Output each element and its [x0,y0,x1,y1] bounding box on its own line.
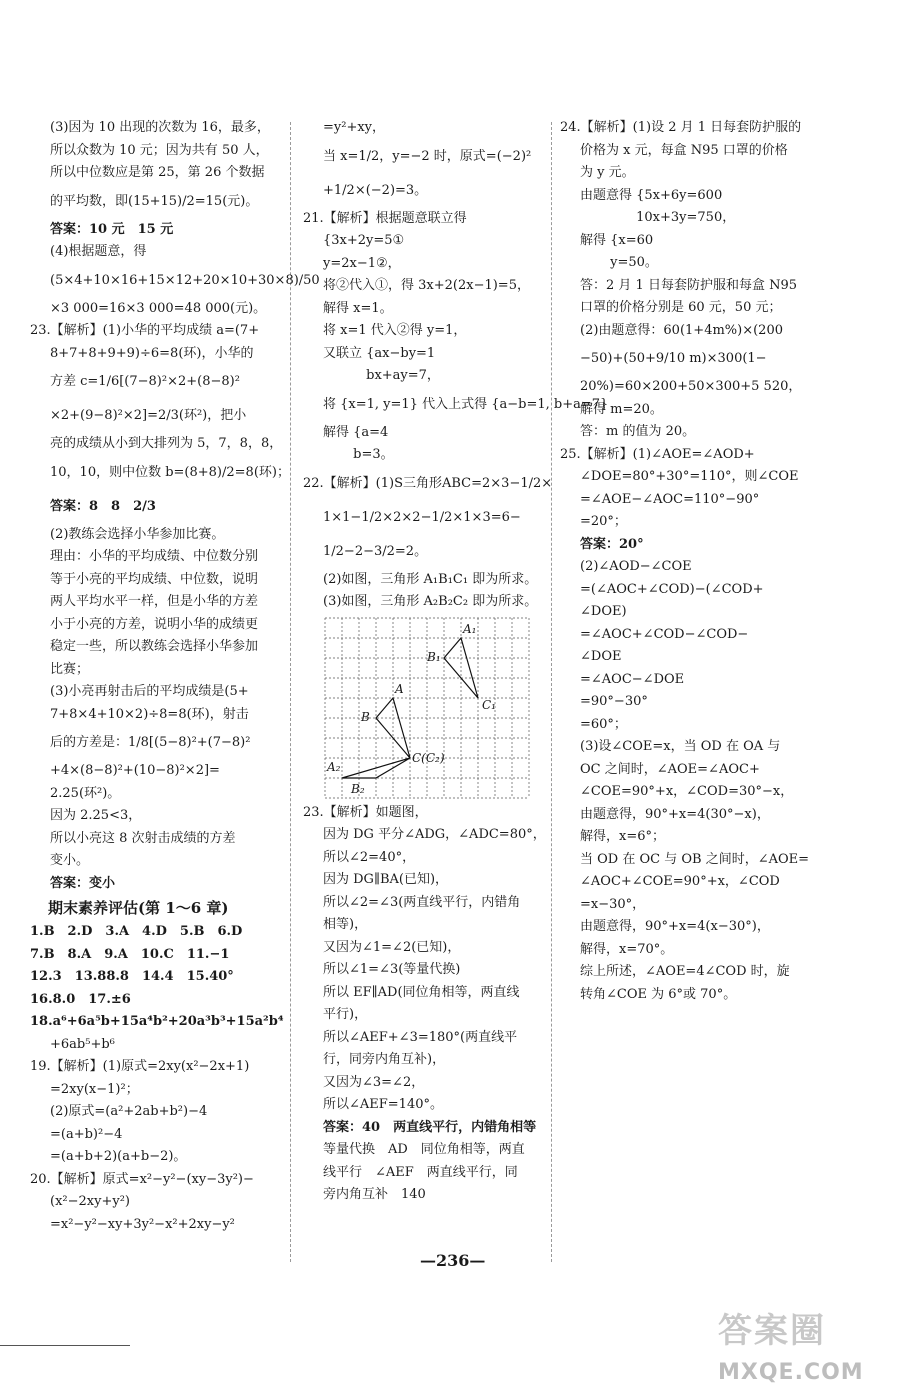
formula-line: (5×4+10×16+15×12+20×10+30×8)/50 [50,272,320,288]
text-line: 稳定一些，所以教练会选择小华参加 [50,639,259,654]
text-line: 1×1−1/2×2×2−1/2×1×3=6− [323,509,521,525]
text-line: =(a+b+2)(a+b−2)。 [50,1149,187,1164]
text-line: OC 之间时，∠AOE=∠AOC+ [580,761,760,777]
text-line: 8+7+8+9+9)÷6=8(环)，小华的 [50,345,254,361]
label-c-c2: C(C₂) [412,750,445,765]
text-line: =∠AOC+∠COD−∠COD− [580,626,749,642]
text-line: ∠DOE=80°+30°=110°，则∠COE [580,469,799,484]
equation-line: 10x+3y=750， [580,210,736,225]
text-line: (2)原式=(a²+2ab+b²)−4 [50,1104,208,1119]
text-line: (2)由题意得：60(1+4m%)×(200 [580,322,783,338]
text-line: 所以∠2=40°， [323,849,416,865]
text-line: 答：m 的值为 20。 [580,424,696,439]
answer-row: 18.a⁶+6a⁵b+15a⁴b²+20a³b³+15a²b⁴ [30,1014,284,1029]
text-line: ∠COE=90°+x，∠COD=30°−x， [580,784,794,799]
text-line: =x²−y²−xy+3y²−x²+2xy−y² [50,1216,235,1232]
text-line: 将②代入①，得 3x+2(2x−1)=5， [323,278,530,293]
problem-20-start: 20.【解析】原式=x²−y²−(xy−3y²)− [30,1171,254,1187]
text-line: 方差 c=1/6[(7−8)²×2+(8−8)² [50,374,240,389]
text-line: 所以∠AEF+∠3=180°(两直线平 [323,1029,518,1045]
equation-line: 将 {x=1, y=1} 代入上式得 {a−b=1, b+a=7} [323,396,609,412]
text-line: 价格为 x 元，每盒 N95 口罩的价格 [580,142,788,158]
text-line: 的平均数，即(15+15)/2=15(元)。 [50,193,259,209]
text-line: +1/2×(−2)=3。 [323,182,428,198]
text-line: 因为 DG∥BA(已知)， [323,872,449,887]
label-b: B [361,709,370,724]
text-line: 解得 x=1。 [323,300,393,316]
text-line: +4×(8−8)²+(10−8)²×2]= [50,763,220,778]
text-line: 因为 2.25<3， [50,808,142,823]
answer-line: 答案：40 两直线平行，内错角相等 [323,1119,537,1135]
text-line: 亮的成绩从小到大排列为 5，7，8，8， [50,436,283,451]
text-line: =60°； [580,716,627,732]
text-line: 行，同旁内角互补)， [323,1052,446,1067]
text-line: 答：2 月 1 日每套防护服和每盒 N95 [580,277,797,293]
label-a: A [395,681,404,696]
text-line: 解得，x=6°； [580,829,665,844]
text-line: 7+8×4+10×2)÷8=8(环)，射击 [50,706,249,722]
text-line: ×2+(9−8)²×2]=2/3(环²)，把小 [50,408,247,423]
text-line: 所以∠AEF=140°。 [323,1097,443,1112]
answer-row: 1.B 2.D 3.A 4.D 5.B 6.D [30,924,243,939]
label-b2: B₂ [351,781,365,796]
right-column [560,117,810,1006]
grid-figure [325,618,529,798]
watermark-url: MXQE.COM [718,1360,864,1385]
text-line: =x−30°， [580,896,646,912]
equation-line: {3x+2y=5① [323,233,405,248]
text-line: 理由：小华的平均成绩、中位数分别 [50,549,259,564]
text-line: 后的方差是：1/8[(5−8)²+(7−8)² [50,735,251,750]
text-line: 因为 DG 平分∠ADG，∠ADC=80°， [323,827,546,842]
text-line: =2xy(x−1)²； [50,1081,139,1097]
text-line: ∠AOC+∠COE=90°+x，∠COD [580,874,780,889]
equation-line: b=3。 [323,447,394,462]
equation-line: y=2x−1②， [323,255,401,271]
text-line: 平行)， [323,1007,368,1022]
text-line: 当 OD 在 OC 与 OB 之间时，∠AOE= [580,851,810,867]
text-line: 1/2−2−3/2=2。 [323,543,428,559]
text-line: =20°； [580,514,627,529]
grid-lines [325,618,529,798]
text-line: =(∠AOC+∠COD)−(∠COD+ [580,581,764,597]
text-line: (3)因为 10 出现的次数为 16，最多， [50,120,270,135]
text-line: ∠DOE) [580,604,627,619]
text-line: =y²+xy， [323,120,386,135]
label-a1: A₁ [463,621,477,636]
text-line: =(a+b)²−4 [50,1126,123,1142]
text-line: 变小。 [50,853,90,868]
label-c1: C₁ [482,697,496,712]
text-line: (2)教练会选择小华参加比赛。 [50,526,225,542]
answer-line: 答案：变小 [50,875,116,891]
text-line: 旁内角互补 140 [323,1187,426,1202]
text-line: =90°−30° [580,694,648,709]
problem-23-start: 23.【解析】(1)小华的平均成绩 a=(7+ [30,323,260,338]
problem-22-start: 22.【解析】(1)S三角形ABC=2×3−1/2× [303,475,553,491]
text-line: +6ab⁵+b⁶ [50,1036,115,1052]
text-line: 解得，x=70°。 [580,941,674,957]
answer-line: 答案：20° [580,536,644,552]
problem-21-start: 21.【解析】根据题意联立得 [303,210,467,226]
text-line: 小于小亮的方差，说明小华的成绩更 [50,616,259,632]
left-column [30,117,320,1236]
watermark-logo: 答案圈 [718,1311,826,1351]
answer-line: 答案：10 元 15 元 [50,221,174,237]
text-line: 为 y 元。 [580,165,635,180]
text-line: 两人平均水平一样，但是小华的方差 [50,594,259,609]
text-line: 综上所述，∠AOE=4∠COD 时，旋 [580,964,790,979]
text-line: 当 x=1/2，y=−2 时，原式=(−2)² [323,148,532,164]
text-line: (3)小亮再射击后的平均成绩是(5+ [50,684,249,699]
text-line: (3)设∠COE=x，当 OD 在 OA 与 [580,739,781,754]
answer-row: 16.8.0 17.±6 [30,991,131,1007]
text-line: 2.25(环²)。 [50,785,121,801]
text-line: (x²−2xy+y²) [50,1194,130,1209]
equation-line: 解得 {x=60 [580,232,654,248]
text-line: (4)根据题意，得 [50,244,147,259]
text-line: 所以中位数应是第 25，第 26 个数据 [50,165,265,180]
grid-figure-svg [325,618,529,798]
problem-23b-start: 23.【解析】如题图， [303,804,428,820]
text-line: (2)如图，三角形 A₁B₁C₁ 即为所求。 [323,571,538,587]
equation-line: bx+ay=7， [323,368,440,383]
problem-19-start: 19.【解析】(1)原式=2xy(x²−2x+1) [30,1059,250,1074]
text-line: 等量代换 AD 同位角相等，两直 [323,1142,525,1157]
text-line: 20%)=60×200+50×300+5 520， [580,379,802,394]
problem-25-start: 25.【解析】(1)∠AOE=∠AOD+ [560,446,755,462]
column-divider-right [551,122,552,1262]
text-line: 由题意得，90°+x=4(30°−x)， [580,806,770,822]
label-b1: B₁ [427,649,441,664]
text-line: (2)∠AOD−∠COE [580,559,692,574]
text-line: 又因为∠3=∠2， [323,1074,425,1090]
answer-row: 12.3 13.88.8 14.4 15.40° [30,969,234,984]
problem-24-start: 24.【解析】(1)设 2 月 1 日每套防护服的 [560,120,802,135]
text-line: 由题意得，90°+x=4(x−30°)， [580,919,770,934]
text-line: −50)+(50+9/10 m)×300(1− [580,351,767,366]
bottom-rule [0,1345,130,1346]
text-line: 10，10，则中位数 b=(8+8)/2=8(环)； [50,464,290,480]
equation-line: 又联立 {ax−by=1 [323,345,436,361]
equation-line: y=50。 [580,255,658,270]
text-line: (3)如图，三角形 A₂B₂C₂ 即为所求。 [323,594,538,609]
text-line: 解得 m=20。 [580,401,663,417]
text-line: 转角∠COE 为 6°或 70°。 [580,986,737,1002]
text-line: ×3 000=16×3 000=48 000(元)。 [50,300,267,316]
answer-line: 答案：8 8 2/3 [50,498,156,514]
text-line: ∠DOE [580,649,622,664]
text-line: 将 x=1 代入②得 y=1， [323,323,467,338]
text-line: 线平行 ∠AEF 两直线平行，同 [323,1164,518,1180]
label-a2: A₂ [327,759,341,774]
text-line: 所以小亮这 8 次射击成绩的方差 [50,830,236,846]
text-line: =∠AOC−∠DOE [580,671,685,687]
text-line: =∠AOE−∠AOC=110°−90° [580,491,760,507]
text-line: 等于小亮的平均成绩、中位数，说明 [50,571,259,587]
text-line: 口罩的价格分别是 60 元，50 元； [580,300,782,315]
text-line: 所以 EF∥AD(同位角相等，两直线 [323,984,520,1000]
text-line: 又因为∠1=∠2(已知)， [323,939,461,955]
text-line: 相等)， [323,917,368,932]
equation-line: 解得 {a=4 [323,424,389,440]
equation-line: 由题意得 {5x+6y=600 [580,187,723,203]
answer-row: 7.B 8.A 9.A 10.C 11.−1 [30,946,230,962]
text-line: 所以∠1=∠3(等量代换) [323,962,461,977]
section-heading: 期末素养评估(第 1～6 章) [48,899,229,917]
text-line: 比赛； [50,661,90,677]
text-line: 所以∠2=∠3(两直线平行，内错角 [323,894,521,910]
page-number: —236— [420,1251,486,1270]
text-line: 所以众数为 10 元；因为共有 50 人， [50,142,269,158]
